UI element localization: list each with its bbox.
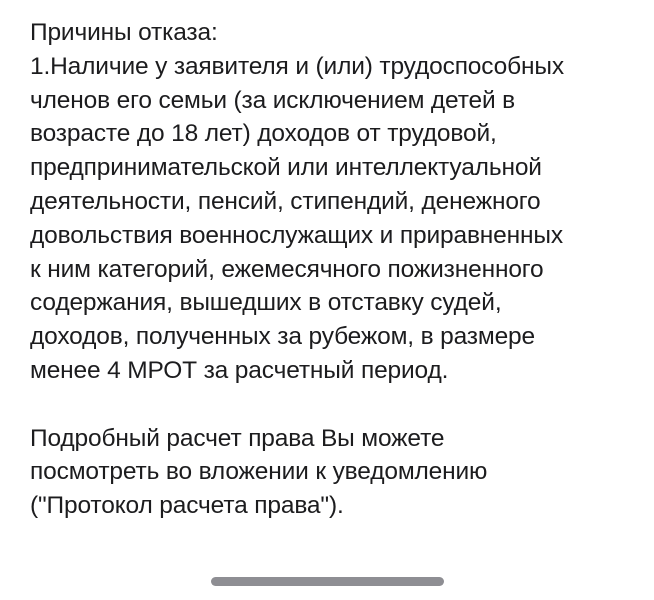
rejection-heading: Причины отказа: <box>30 19 218 46</box>
reason-line: к ним категорий, ежемесячного пожизненного <box>30 255 544 283</box>
reason-line: содержания, вышедших в отставку судей, <box>30 289 502 317</box>
home-indicator[interactable] <box>211 577 444 586</box>
reason-line: 1.Наличие у заявителя и (или) трудоспособных <box>30 52 564 80</box>
reason-line: менее 4 МРОТ за расчетный период. <box>30 356 449 384</box>
details-line: Подробный расчет права Вы можете <box>30 424 445 452</box>
reason-line: доходов, полученных за рубежом, в размере <box>30 323 536 351</box>
rejection-reason <box>30 50 630 388</box>
calculation-details-note <box>30 422 630 523</box>
reason-line: довольствия военнослужащих и приравненных <box>30 221 563 249</box>
paragraph-spacer <box>30 388 630 422</box>
details-line: ("Протокол расчета права"). <box>30 492 344 520</box>
rejection-message <box>30 16 630 523</box>
reason-line: предпринимательской или интеллектуальной <box>30 154 542 182</box>
reason-line: членов его семьи (за исключением детей в <box>30 86 516 114</box>
reason-line: возрасте до 18 лет) доходов от трудовой, <box>30 120 497 148</box>
reason-line: деятельности, пенсий, стипендий, денежного <box>30 187 541 215</box>
details-line: посмотреть во вложении к уведомлению <box>30 458 488 486</box>
